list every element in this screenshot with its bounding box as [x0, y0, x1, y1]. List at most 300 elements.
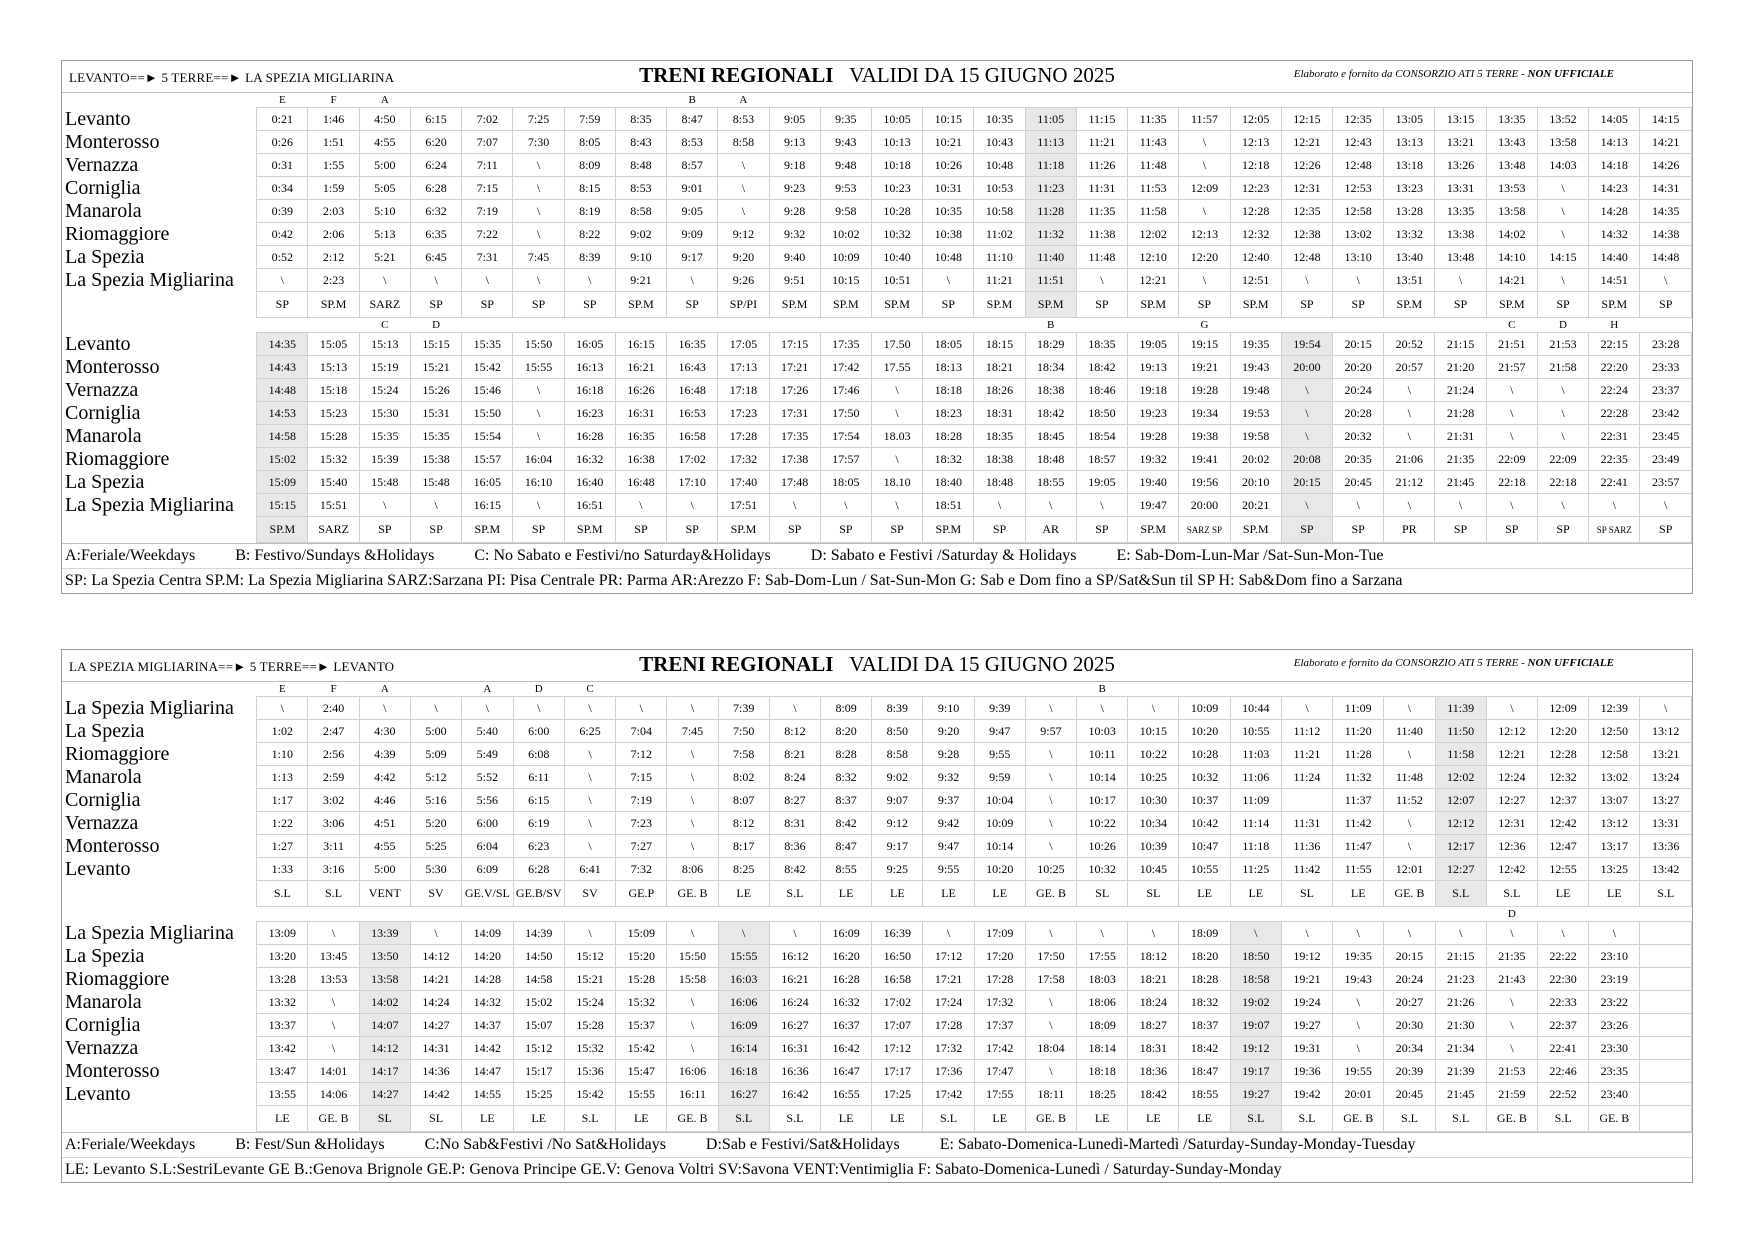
departure-time: 15:50	[513, 333, 564, 356]
departure-time: 16:12	[769, 945, 820, 968]
departure-time: 8:05	[564, 131, 615, 154]
departure-time: 13:27	[1640, 789, 1692, 812]
departure-time: 20:45	[1384, 1083, 1435, 1106]
departure-time: 11:39	[1435, 697, 1486, 720]
departure-time: \	[1025, 922, 1076, 945]
departure-time: 1:46	[308, 108, 359, 131]
departure-time: 11:05	[1025, 108, 1076, 131]
departure-time: 12:17	[1435, 835, 1486, 858]
departure-time: 12:28	[1538, 743, 1589, 766]
departure-time: 5:40	[462, 720, 513, 743]
departure-time: 14:12	[359, 1037, 410, 1060]
departure-time: 12:39	[1589, 697, 1640, 720]
departure-time: 16:39	[872, 922, 923, 945]
departure-time: 10:35	[974, 108, 1025, 131]
departure-time	[1640, 991, 1692, 1014]
departure-time: 14:28	[1589, 200, 1640, 223]
departure-time: 18:51	[923, 494, 974, 517]
departure-time: \	[1384, 812, 1435, 835]
destination-code: S.L	[1281, 1106, 1332, 1132]
departure-time: 13:32	[257, 991, 308, 1014]
departure-time: 7:39	[718, 697, 769, 720]
departure-time: 22:46	[1538, 1060, 1589, 1083]
departure-time: 13:35	[1486, 108, 1537, 131]
departure-time: 12:07	[1435, 789, 1486, 812]
departure-time: 16:15	[462, 494, 513, 517]
train-code	[1281, 318, 1332, 333]
destination-code: LE	[821, 881, 872, 907]
departure-time: 5:30	[410, 858, 461, 881]
departure-time: 11:32	[1025, 223, 1076, 246]
departure-time: 18:20	[1179, 945, 1230, 968]
departure-time: 15:25	[513, 1083, 564, 1106]
departure-time: 17:42	[974, 1037, 1025, 1060]
departure-time: 10:47	[1179, 835, 1230, 858]
departure-time: 13:45	[308, 945, 359, 968]
departure-time: 10:55	[1230, 720, 1281, 743]
departure-time: \	[871, 379, 922, 402]
departure-time: 12:27	[1486, 789, 1537, 812]
departure-time: 15:21	[564, 968, 615, 991]
departure-time: 20:39	[1384, 1060, 1435, 1083]
departure-time: 2:40	[308, 697, 359, 720]
train-code	[1333, 93, 1384, 108]
departure-time: 19:07	[1230, 1014, 1281, 1037]
departure-time: 11:36	[1281, 835, 1332, 858]
legend-line-destinations	[62, 568, 1692, 593]
departure-time: \	[257, 697, 308, 720]
departure-time: \	[1384, 835, 1435, 858]
departure-time: 12:18	[1230, 154, 1281, 177]
train-code: D	[432, 319, 441, 331]
departure-time: 16:42	[769, 1083, 820, 1106]
departure-time: 6:25	[564, 720, 615, 743]
departure-time: 17:32	[974, 991, 1025, 1014]
departure-time: 13:47	[257, 1060, 308, 1083]
departure-time: 20:24	[1384, 968, 1435, 991]
train-code	[923, 93, 974, 108]
departure-time: \	[513, 223, 564, 246]
departure-time	[1640, 968, 1692, 991]
departure-time: 18:42	[1076, 356, 1127, 379]
departure-time: 15:28	[308, 425, 359, 448]
departure-time: 6:28	[513, 858, 564, 881]
destination-code: LE	[974, 881, 1025, 907]
departure-time: 20:15	[1333, 333, 1384, 356]
departure-time: 11:02	[974, 223, 1025, 246]
destination-code: SP.M	[1384, 292, 1435, 318]
departure-time: 14:48	[257, 379, 308, 402]
departure-time: 14:31	[1640, 177, 1692, 200]
departure-time: \	[616, 697, 667, 720]
credit-note	[1294, 68, 1614, 80]
destination-code: VENT	[359, 881, 410, 907]
station-name: Vernazza	[65, 1037, 139, 1059]
departure-time: 15:40	[308, 471, 359, 494]
departure-time: 17:07	[872, 1014, 923, 1037]
station-row	[62, 991, 1692, 1014]
departure-time: 15:35	[410, 425, 461, 448]
departure-time: 9:12	[718, 223, 769, 246]
destination-code: SP	[257, 292, 308, 318]
departure-time: 13:42	[257, 1037, 308, 1060]
departure-time: 3:06	[308, 812, 359, 835]
destination-code: GE. B	[308, 1106, 359, 1132]
departure-time: 17:46	[820, 379, 871, 402]
departure-time: 11:12	[1281, 720, 1332, 743]
departure-time: 22:35	[1589, 448, 1640, 471]
departure-time: 17:02	[872, 991, 923, 1014]
departure-time: 7:58	[718, 743, 769, 766]
departure-time: \	[1025, 766, 1076, 789]
train-code	[462, 318, 513, 333]
departure-time: 16:04	[513, 448, 564, 471]
departure-time: 16:48	[667, 379, 718, 402]
departure-time: 10:39	[1128, 835, 1179, 858]
station-name: Corniglia	[65, 1014, 141, 1036]
departure-time: 11:50	[1435, 720, 1486, 743]
departure-time: 10:45	[1128, 858, 1179, 881]
departure-time: 12:42	[1538, 812, 1589, 835]
departure-time: 13:23	[1384, 177, 1435, 200]
destination-code: SARZ	[359, 292, 410, 318]
departure-time: 13:18	[1384, 154, 1435, 177]
train-code	[1538, 682, 1589, 697]
departure-time: 0:34	[257, 177, 308, 200]
departure-time: \	[1537, 177, 1588, 200]
destination-code: GE. B	[667, 1106, 718, 1132]
departure-time: 15:13	[308, 356, 359, 379]
departure-time: 9:53	[820, 177, 871, 200]
departure-time: \	[513, 269, 564, 292]
departure-time: \	[308, 1037, 359, 1060]
departure-time: 8:43	[615, 131, 666, 154]
departure-time: 18:55	[1025, 471, 1076, 494]
departure-time: 12:21	[1281, 131, 1332, 154]
departure-time: 15:42	[564, 1083, 615, 1106]
title-main: TRENI REGIONALI	[639, 652, 834, 676]
departure-time: \	[1435, 494, 1486, 517]
destination-code: SP.M	[1128, 292, 1179, 318]
station-row	[62, 697, 1692, 720]
departure-time: 15:55	[718, 945, 769, 968]
departure-time: 12:37	[1538, 789, 1589, 812]
departure-time: 12:58	[1333, 200, 1384, 223]
departure-time: 13:07	[1589, 789, 1640, 812]
departure-time: 12:48	[1281, 246, 1332, 269]
destination-code: S.L	[1435, 881, 1486, 907]
departure-time: 10:51	[871, 269, 922, 292]
departure-time: \	[1384, 402, 1435, 425]
destination-code: SP	[1076, 517, 1127, 543]
departure-time: 14:20	[462, 945, 513, 968]
timetable-grid	[62, 93, 1692, 543]
destination-code: LE	[1179, 1106, 1230, 1132]
departure-time: 6:32	[410, 200, 461, 223]
title-validity: VALIDI DA 15 GIUGNO 2025	[849, 652, 1115, 676]
destination-code	[1640, 1106, 1692, 1132]
departure-time: 9:35	[820, 108, 871, 131]
departure-time: 11:25	[1230, 858, 1281, 881]
departure-time: 18:23	[923, 402, 974, 425]
train-code	[821, 682, 872, 697]
departure-time: 9:55	[974, 743, 1025, 766]
departure-time: \	[1076, 269, 1127, 292]
departure-time: 10:34	[1128, 812, 1179, 835]
departure-time: 11:10	[974, 246, 1025, 269]
departure-time: 9:59	[974, 766, 1025, 789]
departure-time: 5:21	[359, 246, 410, 269]
departure-time: 20:02	[1230, 448, 1281, 471]
departure-time: 16:06	[718, 991, 769, 1014]
departure-time: 13:42	[1640, 858, 1692, 881]
departure-time: 22:20	[1589, 356, 1640, 379]
departure-time: 22:37	[1538, 1014, 1589, 1037]
station-row	[62, 154, 1692, 177]
train-code	[1537, 93, 1588, 108]
departure-time: 10:37	[1179, 789, 1230, 812]
departure-time: 6:45	[410, 246, 461, 269]
departure-time: 21:53	[1486, 1060, 1537, 1083]
destination-code: SP.M	[615, 292, 666, 318]
departure-time: 6:09	[462, 858, 513, 881]
departure-time: 20:27	[1384, 991, 1435, 1014]
departure-time: 14:02	[1486, 223, 1537, 246]
destination-code: S.L	[308, 881, 359, 907]
departure-time: 14:02	[359, 991, 410, 1014]
departure-time: 18:18	[923, 379, 974, 402]
destination-code: SP.M	[718, 517, 769, 543]
departure-time: 23:35	[1589, 1060, 1640, 1083]
departure-time: 14:38	[1640, 223, 1692, 246]
departure-time: 5:00	[410, 720, 461, 743]
departure-time: \	[1281, 922, 1332, 945]
departure-time: 17:31	[769, 402, 820, 425]
departure-time: 8:09	[821, 697, 872, 720]
departure-time: 18:48	[974, 471, 1025, 494]
destination-code: SARZ SP	[1179, 517, 1230, 543]
departure-time: 18:11	[1025, 1083, 1076, 1106]
departure-time: 15:32	[564, 1037, 615, 1060]
departure-time: 21:12	[1384, 471, 1435, 494]
destination-code: S.L	[1640, 881, 1692, 907]
departure-time: 12:32	[1538, 766, 1589, 789]
departure-time: 13:02	[1589, 766, 1640, 789]
departure-time: 22:18	[1537, 471, 1588, 494]
departure-time: 12:36	[1486, 835, 1537, 858]
departure-time: 10:31	[923, 177, 974, 200]
departure-time: 20:52	[1384, 333, 1435, 356]
train-code	[718, 682, 769, 697]
departure-time: 17:09	[974, 922, 1025, 945]
train-code	[974, 907, 1025, 922]
departure-time: 16:35	[667, 333, 718, 356]
departure-time: 3:11	[308, 835, 359, 858]
departure-time: 14:32	[1589, 223, 1640, 246]
departure-time: 17:12	[872, 1037, 923, 1060]
legend-line-destinations	[62, 1157, 1692, 1182]
departure-time: 9:17	[667, 246, 718, 269]
departure-time: 11:38	[1076, 223, 1127, 246]
destination-code: SP	[1333, 517, 1384, 543]
departure-time: 14:48	[1640, 246, 1692, 269]
departure-time: 13:09	[257, 922, 308, 945]
departure-time: 7:15	[616, 766, 667, 789]
departure-time: 13:39	[359, 922, 410, 945]
departure-time: \	[718, 154, 769, 177]
destination-code: SP	[359, 517, 410, 543]
departure-time: 18:35	[974, 425, 1025, 448]
departure-time: 10:20	[974, 858, 1025, 881]
departure-time: 23:37	[1640, 379, 1692, 402]
departure-time: 11:48	[1076, 246, 1127, 269]
departure-time: 14:10	[1486, 246, 1537, 269]
departure-time: 12:43	[1333, 131, 1384, 154]
departure-time: 6:41	[564, 858, 615, 881]
station-row	[62, 425, 1692, 448]
legend-item: A:Feriale/Weekdays	[65, 547, 196, 564]
departure-time: 13:13	[1384, 131, 1435, 154]
departure-time: 17:24	[923, 991, 974, 1014]
departure-time: 8:21	[769, 743, 820, 766]
departure-time: \	[667, 766, 718, 789]
station-name: La Spezia	[65, 471, 145, 493]
station-name: Monterosso	[65, 835, 160, 857]
departure-time: 11:37	[1333, 789, 1384, 812]
departure-time: 15:38	[410, 448, 461, 471]
departure-time: 20:24	[1333, 379, 1384, 402]
train-code	[410, 93, 461, 108]
departure-time: \	[1230, 922, 1281, 945]
departure-time: \	[667, 1014, 718, 1037]
train-code	[1384, 318, 1435, 333]
departure-time: 10:11	[1077, 743, 1128, 766]
departure-time: 9:20	[923, 720, 974, 743]
departure-time: \	[1333, 1014, 1384, 1037]
departure-time: 18:48	[1025, 448, 1076, 471]
destination-code: SP	[1281, 292, 1332, 318]
departure-time: 22:15	[1589, 333, 1640, 356]
departure-time: 16:31	[615, 402, 666, 425]
departure-time: \	[1537, 379, 1588, 402]
departure-time: \	[1384, 494, 1435, 517]
departure-time: 18:58	[1230, 968, 1281, 991]
departure-time: 8:07	[718, 789, 769, 812]
departure-time: 12:28	[1230, 200, 1281, 223]
station-name: Corniglia	[65, 789, 141, 811]
departure-time: 16:32	[564, 448, 615, 471]
destination-code: SP	[1179, 292, 1230, 318]
departure-time: 8:37	[821, 789, 872, 812]
departure-time: 13:17	[1589, 835, 1640, 858]
departure-time: 8:53	[615, 177, 666, 200]
departure-time: 16:53	[667, 402, 718, 425]
departure-time: 2:56	[308, 743, 359, 766]
departure-time: 16:18	[564, 379, 615, 402]
departure-time: \	[1333, 269, 1384, 292]
credit-unofficial: NON UFFICIALE	[1527, 68, 1614, 80]
departure-time: \	[564, 697, 615, 720]
train-code: A	[739, 94, 748, 106]
train-code: B	[688, 94, 696, 106]
departure-time: 18:13	[923, 356, 974, 379]
train-code	[1486, 93, 1537, 108]
timetable-legend	[62, 543, 1692, 593]
departure-time: \	[1384, 697, 1435, 720]
departure-time: \	[1486, 494, 1537, 517]
departure-time: 10:30	[1128, 789, 1179, 812]
departure-time: \	[1486, 425, 1537, 448]
departure-time: 17:12	[923, 945, 974, 968]
departure-time: 11:58	[1435, 743, 1486, 766]
departure-time: 18:04	[1025, 1037, 1076, 1060]
departure-time: \	[564, 743, 615, 766]
departure-time: 19:18	[1128, 379, 1179, 402]
departure-time: 8:19	[564, 200, 615, 223]
departure-time: 16:05	[564, 333, 615, 356]
departure-time: 16:21	[769, 968, 820, 991]
departure-time: 1:22	[257, 812, 308, 835]
destination-row-spacer	[62, 292, 257, 318]
train-code	[1640, 682, 1692, 697]
departure-time: 13:12	[1589, 812, 1640, 835]
legend-line-codes	[62, 1133, 1692, 1157]
departure-time: 11:57	[1179, 108, 1230, 131]
departure-time: 18.03	[871, 425, 922, 448]
departure-time: 10:22	[1128, 743, 1179, 766]
departure-time: 18:14	[1077, 1037, 1128, 1060]
train-code	[564, 318, 615, 333]
departure-time: 14:12	[410, 945, 461, 968]
departure-time: \	[1486, 697, 1537, 720]
departure-time: 20:57	[1384, 356, 1435, 379]
destination-code: SL	[1281, 881, 1332, 907]
departure-time: 2:47	[308, 720, 359, 743]
departure-time: 2:06	[308, 223, 359, 246]
destination-code: GE.B/SV	[513, 881, 564, 907]
station-name: Levanto	[65, 858, 131, 880]
destination-code: SP.M	[257, 517, 308, 543]
train-code	[1435, 682, 1486, 697]
departure-time: 15:42	[616, 1037, 667, 1060]
departure-time: 12:35	[1281, 200, 1332, 223]
departure-time: 8:12	[769, 720, 820, 743]
departure-time: 10:53	[974, 177, 1025, 200]
departure-time: 18:26	[974, 379, 1025, 402]
departure-time: 15:26	[410, 379, 461, 402]
timetable-la-spezia-to-levanto	[61, 649, 1693, 1183]
departure-time: 17:32	[923, 1037, 974, 1060]
departure-time: 10:25	[1128, 766, 1179, 789]
departure-time: 10:26	[923, 154, 974, 177]
departure-time: 7:11	[462, 154, 513, 177]
train-code	[872, 682, 923, 697]
departure-time: 19:40	[1128, 471, 1179, 494]
station-name: La Spezia Migliarina	[65, 697, 234, 719]
departure-time: 19:42	[1281, 1083, 1332, 1106]
departure-time: 7:23	[616, 812, 667, 835]
departure-time: 21:30	[1435, 1014, 1486, 1037]
departure-time: 14:15	[1537, 246, 1588, 269]
departure-time: 22:33	[1538, 991, 1589, 1014]
departure-time: 17:35	[820, 333, 871, 356]
timetable-levanto-to-la-spezia	[61, 60, 1693, 594]
departure-time: \	[1179, 200, 1230, 223]
destination-code: SP.M	[1025, 292, 1076, 318]
train-code	[923, 682, 974, 697]
departure-time: 16:26	[615, 379, 666, 402]
departure-time: 6:19	[513, 812, 564, 835]
